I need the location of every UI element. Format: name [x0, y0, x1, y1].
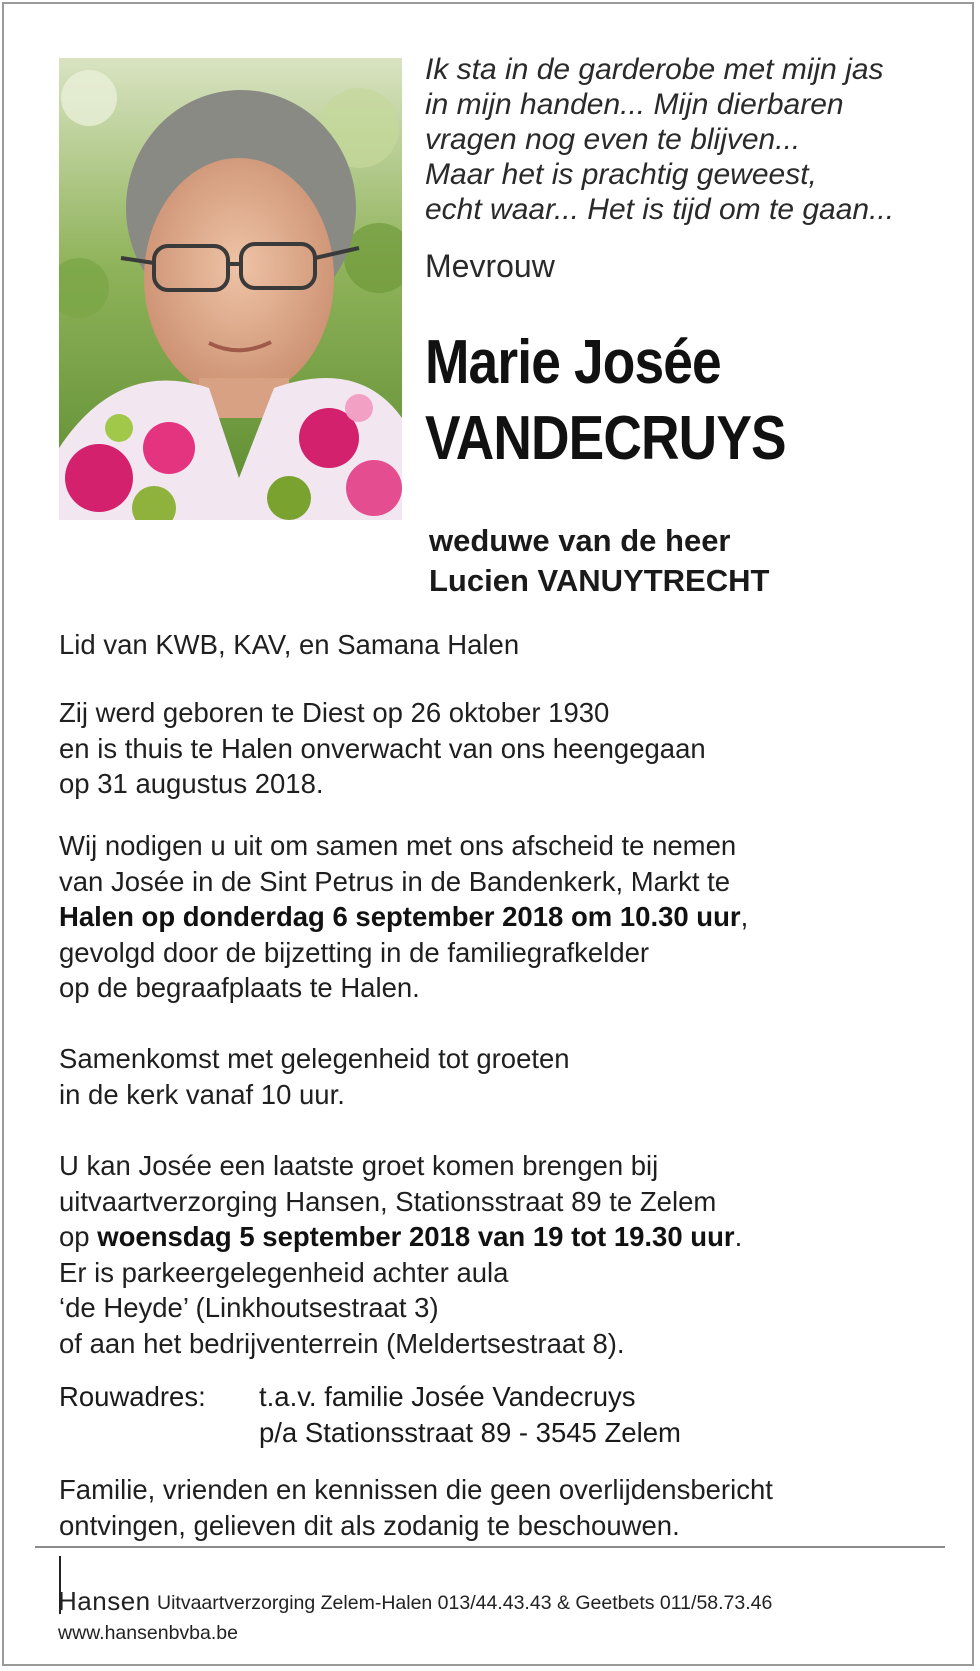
- funeral-paragraph: [59, 828, 748, 1006]
- salutation: Mevrouw: [425, 248, 555, 284]
- address-line: t.a.v. familie Josée Vandecruys: [259, 1381, 636, 1412]
- closing-line: ontvingen, gelieven dit als zodanig te beschouwen.: [59, 1509, 680, 1541]
- visitation-line: ‘de Heyde’ (Linkhoutsestraat 3): [59, 1292, 439, 1323]
- gathering-paragraph: [59, 1041, 570, 1112]
- visitation-line: of aan het bedrijventerrein (Meldertsestraat 8).: [59, 1327, 625, 1359]
- funeral-home-logo: Hansen: [58, 1586, 151, 1616]
- widow-line: weduwe van de heer: [429, 523, 731, 558]
- punctuation: ,: [740, 901, 749, 932]
- birth-paragraph: [59, 695, 706, 802]
- poem-line: Ik sta in de garderobe met mijn jas: [425, 53, 884, 86]
- widow-spouse-name: Lucien VANUYTRECHT: [429, 563, 770, 598]
- deceased-first-names: Marie Josée: [425, 328, 721, 397]
- visitation-line: U kan Josée een laatste groet komen brengen bij: [59, 1150, 659, 1181]
- funeral-line: Wij nodigen u uit om samen met ons afscheid te nemen: [59, 830, 737, 861]
- birth-line: en is thuis te Halen onverwacht van ons heengegaan: [59, 732, 706, 764]
- gathering-line: in de kerk vanaf 10 uur.: [59, 1078, 345, 1110]
- punctuation: .: [734, 1221, 743, 1252]
- poem-line: vragen nog even te blijven...: [425, 123, 801, 156]
- birth-line: op 31 augustus 2018.: [59, 768, 324, 799]
- poem-line: in mijn handen... Mijn dierbaren: [425, 88, 844, 121]
- membership: Lid van KWB, KAV, en Samana Halen: [59, 629, 520, 660]
- poem: [425, 52, 945, 227]
- funeral-date-line: [59, 899, 748, 935]
- visitation-line: Er is parkeergelegenheid achter aula: [59, 1256, 509, 1288]
- funeral-line: van Josée in de Sint Petrus in de Bandenkerk, Markt te: [59, 865, 731, 897]
- visitation-prefix: op: [59, 1221, 98, 1252]
- visitation-paragraph: [59, 1148, 742, 1361]
- funeral-line: gevolgd door de bijzetting in de familiegrafkelder: [59, 936, 650, 968]
- funeral-home-contact: Uitvaartverzorging Zelem-Halen 013/44.43.43 & Geetbets 011/58.73.46: [157, 1592, 773, 1614]
- website-link[interactable]: www.hansenbvba.be: [58, 1622, 238, 1644]
- poem-line: echt waar... Het is tijd om te gaan...: [425, 193, 895, 226]
- visitation-date: woensdag 5 september 2018 van 19 tot 19.30 uur: [97, 1221, 735, 1252]
- portrait-photo: [59, 58, 402, 520]
- deceased-surname: VANDECRUYS: [425, 404, 786, 473]
- deceased-name: [425, 325, 786, 477]
- closing-paragraph: [59, 1472, 773, 1543]
- visitation-date-line: [59, 1219, 742, 1255]
- closing-line: Familie, vrienden en kennissen die geen overlijdensbericht: [59, 1474, 773, 1505]
- address-line: p/a Stationsstraat 89 - 3545 Zelem: [259, 1416, 681, 1448]
- address-label: Rouwadres:: [59, 1381, 206, 1412]
- poem-line: Maar het is prachtig geweest,: [425, 158, 817, 191]
- funeral-line: op de begraafplaats te Halen.: [59, 972, 420, 1003]
- visitation-line: uitvaartverzorging Hansen, Stationsstraat 89 te Zelem: [59, 1185, 717, 1217]
- footer-divider: [35, 1546, 945, 1548]
- birth-line: Zij werd geboren te Diest op 26 oktober 1930: [59, 697, 610, 728]
- mourning-address: [259, 1379, 681, 1450]
- funeral-date: Halen op donderdag 6 september 2018 om 10.30 uur: [59, 901, 741, 932]
- gathering-line: Samenkomst met gelegenheid tot groeten: [59, 1043, 570, 1074]
- widow-of: [429, 521, 769, 601]
